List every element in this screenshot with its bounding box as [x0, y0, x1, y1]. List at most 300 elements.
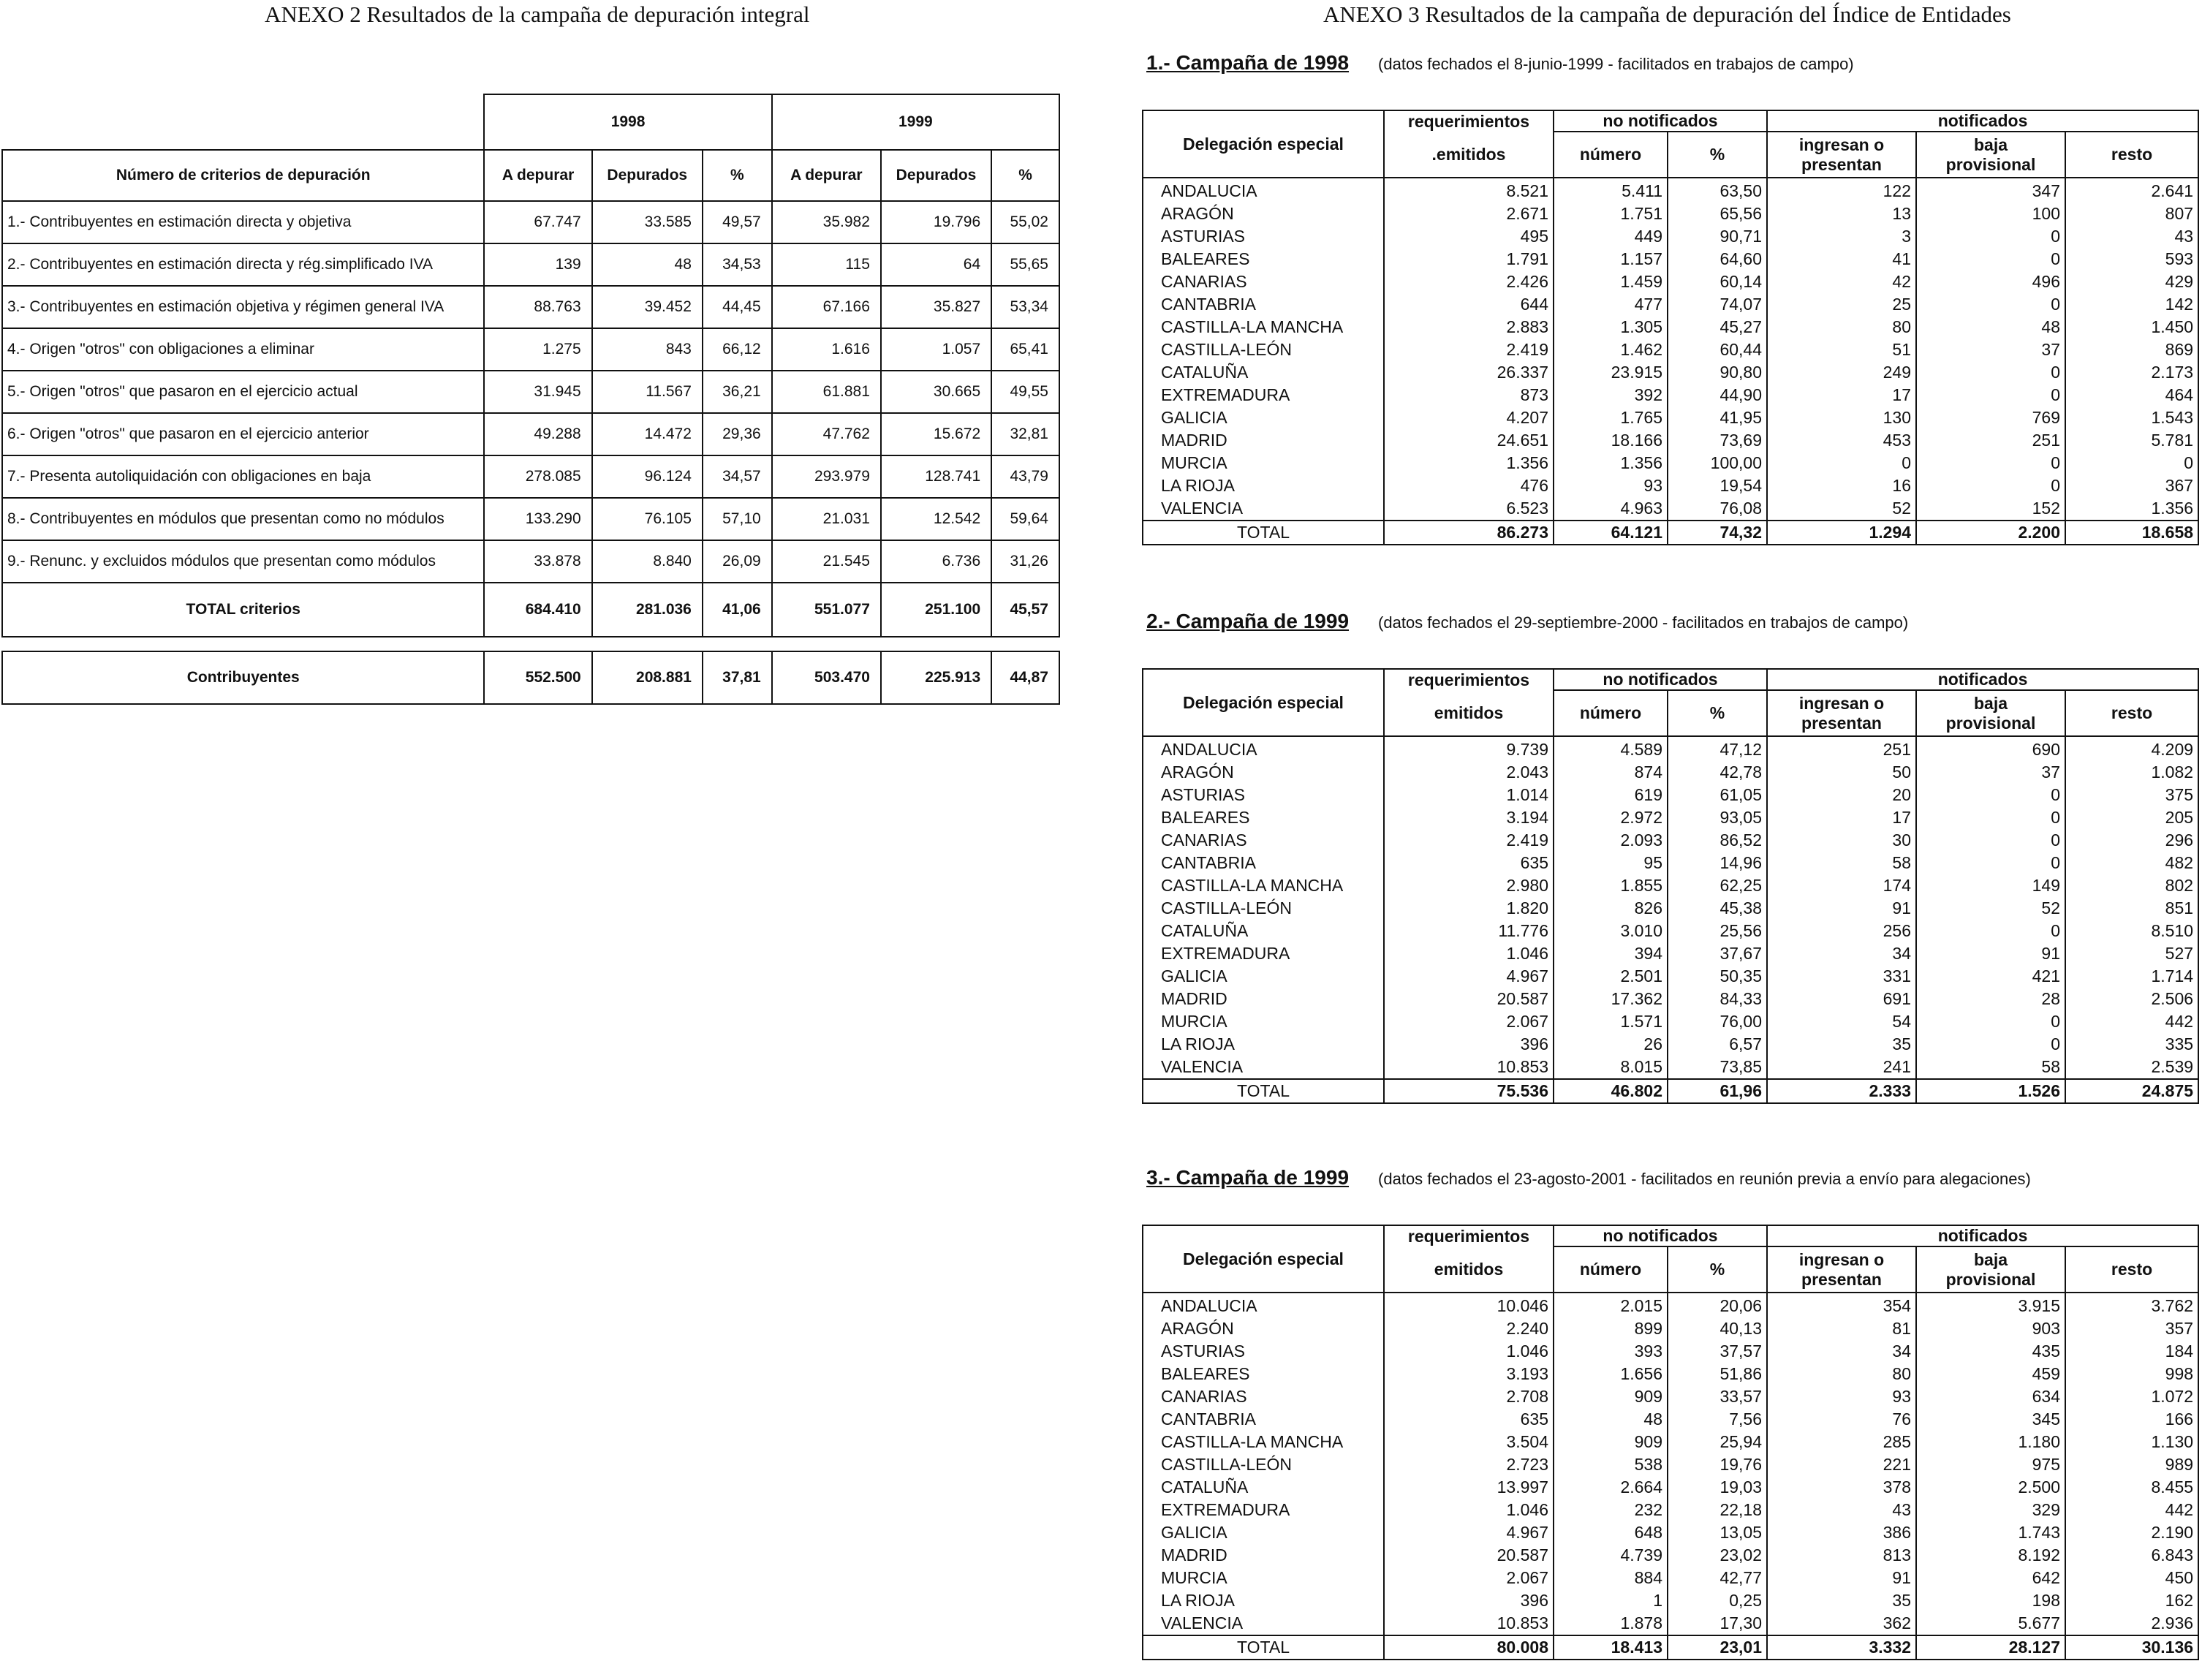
cell: 802	[2065, 874, 2198, 897]
pct-header: %	[1668, 690, 1767, 736]
cell: 88.763	[484, 286, 591, 328]
cell: 1.765	[1554, 406, 1668, 429]
cell: 31,26	[991, 540, 1059, 583]
cell: 33,57	[1668, 1385, 1767, 1408]
campaign-label: 2.- Campaña de 1999	[1146, 610, 1350, 632]
delegacion-row	[1143, 1340, 2198, 1363]
cell: 0	[1916, 293, 2065, 316]
delegacion-row	[1143, 1612, 2198, 1635]
cell: 378	[1767, 1476, 1916, 1499]
delegacion-row	[1143, 429, 2198, 452]
cell: 1	[1554, 1589, 1668, 1612]
cell: 495	[1384, 225, 1554, 248]
cell: 5.411	[1554, 178, 1668, 203]
cell: 0,25	[1668, 1589, 1767, 1612]
criterio-label: 3.- Contribuyentes en estimación objetiva y régimen general IVA	[2, 286, 484, 328]
campaign-label: 1.- Campaña de 1998	[1146, 51, 1350, 74]
cell: 335	[2065, 1033, 2198, 1056]
cell: 61,05	[1668, 784, 1767, 806]
cell: 909	[1554, 1431, 1668, 1453]
cell: 394	[1554, 942, 1668, 965]
numero-header: número	[1554, 132, 1668, 178]
cell: 43	[2065, 225, 2198, 248]
cell: 61.881	[772, 371, 881, 413]
cell: 0	[1916, 1010, 2065, 1033]
cell: 34,53	[703, 243, 772, 286]
cell: 6.843	[2065, 1544, 2198, 1567]
delegacion-name: MURCIA	[1143, 1010, 1384, 1033]
delegacion-name: MURCIA	[1143, 1567, 1384, 1589]
cell: 331	[1767, 965, 1916, 988]
cell: 396	[1384, 1589, 1554, 1612]
cell: 635	[1384, 1408, 1554, 1431]
cell: 76,08	[1668, 497, 1767, 521]
cell: 166	[2065, 1408, 2198, 1431]
cell: 429	[2065, 270, 2198, 293]
campaign-note: (datos fechados el 29-septiembre-2000 - facilitados en trabajos de campo)	[1378, 613, 1909, 632]
cell: 2.015	[1554, 1293, 1668, 1317]
delegacion-row	[1143, 1499, 2198, 1521]
cell: 3.193	[1384, 1363, 1554, 1385]
cell: 0	[1916, 225, 2065, 248]
cell: 60,14	[1668, 270, 1767, 293]
cell: 899	[1554, 1317, 1668, 1340]
delegacion-name: ARAGÓN	[1143, 203, 1384, 225]
criterio-label: 8.- Contribuyentes en módulos que presentan como no módulos	[2, 498, 484, 540]
delegacion-name: ASTURIAS	[1143, 784, 1384, 806]
notificados-header: notificados	[1767, 110, 2198, 132]
cell: 24.651	[1384, 429, 1554, 452]
cell: 26,09	[703, 540, 772, 583]
cell: 67.747	[484, 201, 591, 243]
cell: 1.751	[1554, 203, 1668, 225]
cell: 1.820	[1384, 897, 1554, 920]
requerimientos-header: requerimientos	[1384, 110, 1554, 132]
cell: 278.085	[484, 455, 591, 498]
cell: 2.506	[2065, 988, 2198, 1010]
delegacion-row	[1143, 384, 2198, 406]
delegacion-name: LA RIOJA	[1143, 474, 1384, 497]
cell: 453	[1767, 429, 1916, 452]
delegacion-name: CASTILLA-LA MANCHA	[1143, 874, 1384, 897]
cell: 65,56	[1668, 203, 1767, 225]
cell: 28	[1916, 988, 2065, 1010]
cell: 25,56	[1668, 920, 1767, 942]
delegacion-name: GALICIA	[1143, 1521, 1384, 1544]
cell: 1.275	[484, 328, 591, 371]
cell: 60,44	[1668, 338, 1767, 361]
cell: 2.173	[2065, 361, 2198, 384]
cell: 392	[1554, 384, 1668, 406]
cell: 3.762	[2065, 1293, 2198, 1317]
cell: 50	[1767, 761, 1916, 784]
cell: 3.194	[1384, 806, 1554, 829]
cell: 37,67	[1668, 942, 1767, 965]
delegacion-row	[1143, 361, 2198, 384]
column-header: A depurar	[772, 150, 881, 201]
anexo2-contribuyentes-table	[1, 651, 1060, 705]
cell: 1.855	[1554, 874, 1668, 897]
cell: 57,10	[703, 498, 772, 540]
column-header: Depurados	[592, 150, 703, 201]
cell: 20,06	[1668, 1293, 1767, 1317]
criterio-row	[2, 371, 1059, 413]
cell: 29,36	[703, 413, 772, 455]
cell: 47,12	[1668, 736, 1767, 761]
cell: 634	[1916, 1385, 2065, 1408]
cell: 3.915	[1916, 1293, 2065, 1317]
cell: 23,01	[1668, 1635, 1767, 1660]
delegacion-name: EXTREMADURA	[1143, 942, 1384, 965]
cell: 17	[1767, 806, 1916, 829]
cell: 142	[2065, 293, 2198, 316]
cell: 17	[1767, 384, 1916, 406]
cell: 251.100	[881, 583, 991, 637]
cell: 90,80	[1668, 361, 1767, 384]
cell: 91	[1767, 1567, 1916, 1589]
pct-header: %	[1668, 132, 1767, 178]
ingresan-line-2: presentan	[1801, 713, 1882, 733]
cell: 41	[1767, 248, 1916, 270]
delegacion-row	[1143, 293, 2198, 316]
cell: 1.046	[1384, 1499, 1554, 1521]
cell: 1.305	[1554, 316, 1668, 338]
cell: 9.739	[1384, 736, 1554, 761]
cell: 648	[1554, 1521, 1668, 1544]
criterio-label: 6.- Origen "otros" que pasaron en el ejercicio anterior	[2, 413, 484, 455]
cell: 3.010	[1554, 920, 1668, 942]
cell: 1.294	[1767, 521, 1916, 545]
cell: 496	[1916, 270, 2065, 293]
contribuyentes-label: Contribuyentes	[2, 651, 484, 704]
cell: 65,41	[991, 328, 1059, 371]
cell: 37,57	[1668, 1340, 1767, 1363]
cell: 281.036	[592, 583, 703, 637]
baja-header	[1916, 690, 2065, 736]
cell: 0	[1916, 1033, 2065, 1056]
cell: 76	[1767, 1408, 1916, 1431]
delegacion-row	[1143, 829, 2198, 852]
campaign-table	[1142, 1225, 2199, 1660]
baja-header	[1916, 1246, 2065, 1293]
delegacion-name: ANDALUCIA	[1143, 736, 1384, 761]
cell: 11.776	[1384, 920, 1554, 942]
delegacion-row	[1143, 761, 2198, 784]
baja-line-2: provisional	[1945, 713, 2036, 733]
cell: 1.462	[1554, 338, 1668, 361]
cell: 41,95	[1668, 406, 1767, 429]
emitidos-header: emitidos	[1384, 1246, 1554, 1293]
cell: 19,54	[1668, 474, 1767, 497]
cell: 28.127	[1916, 1635, 2065, 1660]
delegacion-row	[1143, 225, 2198, 248]
cell: 1.046	[1384, 942, 1554, 965]
cell: 53,34	[991, 286, 1059, 328]
delegacion-name: BALEARES	[1143, 1363, 1384, 1385]
delegacion-row	[1143, 1476, 2198, 1499]
cell: 80	[1767, 316, 1916, 338]
delegacion-row	[1143, 406, 2198, 429]
cell: 52	[1916, 897, 2065, 920]
delegacion-name: GALICIA	[1143, 406, 1384, 429]
cell: 1.526	[1916, 1079, 2065, 1103]
delegacion-header: Delegación especial	[1143, 1225, 1384, 1293]
delegacion-row	[1143, 852, 2198, 874]
cell: 329	[1916, 1499, 2065, 1521]
ingresan-line-1: ingresan o	[1798, 1249, 1885, 1269]
cell: 16	[1767, 474, 1916, 497]
cell: 45,57	[991, 583, 1059, 637]
cell: 4.589	[1554, 736, 1668, 761]
cell: 20.587	[1384, 988, 1554, 1010]
baja-line-1: baja	[1974, 135, 2008, 154]
cell: 7,56	[1668, 1408, 1767, 1431]
cell: 33.878	[484, 540, 591, 583]
delegacion-name: EXTREMADURA	[1143, 1499, 1384, 1521]
delegacion-name: ASTURIAS	[1143, 225, 1384, 248]
cell: 61,96	[1668, 1079, 1767, 1103]
cell: 34	[1767, 1340, 1916, 1363]
delegacion-name: GALICIA	[1143, 965, 1384, 988]
delegacion-row	[1143, 1521, 2198, 1544]
cell: 0	[1916, 829, 2065, 852]
cell: 55,02	[991, 201, 1059, 243]
cell: 527	[2065, 942, 2198, 965]
cell: 44,90	[1668, 384, 1767, 406]
cell: 593	[2065, 248, 2198, 270]
cell: 18.166	[1554, 429, 1668, 452]
cell: 2.333	[1767, 1079, 1916, 1103]
cell: 4.963	[1554, 497, 1668, 521]
cell: 552.500	[484, 651, 591, 704]
cell: 45,27	[1668, 316, 1767, 338]
contribuyentes-row	[2, 651, 1059, 704]
cell: 35.982	[772, 201, 881, 243]
delegacion-row	[1143, 338, 2198, 361]
pct-header: %	[1668, 1246, 1767, 1293]
cell: 49,57	[703, 201, 772, 243]
total-row	[1143, 521, 2198, 545]
cell: 5.781	[2065, 429, 2198, 452]
cell: 476	[1384, 474, 1554, 497]
cell: 221	[1767, 1453, 1916, 1476]
delegacion-name: CANARIAS	[1143, 829, 1384, 852]
delegacion-name: BALEARES	[1143, 806, 1384, 829]
cell: 1.543	[2065, 406, 2198, 429]
cell: 35	[1767, 1589, 1916, 1612]
cell: 66,12	[703, 328, 772, 371]
cell: 8.015	[1554, 1056, 1668, 1079]
cell: 249	[1767, 361, 1916, 384]
numero-header: número	[1554, 1246, 1668, 1293]
campaign-table	[1142, 668, 2199, 1104]
delegacion-name: MADRID	[1143, 988, 1384, 1010]
cell: 30.136	[2065, 1635, 2198, 1660]
cell: 35.827	[881, 286, 991, 328]
ingresan-header	[1767, 690, 1916, 736]
cell: 39.452	[592, 286, 703, 328]
cell: 13,05	[1668, 1521, 1767, 1544]
cell: 34	[1767, 942, 1916, 965]
delegacion-row	[1143, 474, 2198, 497]
cell: 58	[1916, 1056, 2065, 1079]
cell: 2.980	[1384, 874, 1554, 897]
cell: 51,86	[1668, 1363, 1767, 1385]
cell: 34,57	[703, 455, 772, 498]
delegacion-name: CATALUÑA	[1143, 920, 1384, 942]
ingresan-line-2: presentan	[1801, 1269, 1882, 1289]
cell: 769	[1916, 406, 2065, 429]
cell: 152	[1916, 497, 2065, 521]
cell: 241	[1767, 1056, 1916, 1079]
delegacion-name: VALENCIA	[1143, 497, 1384, 521]
delegacion-row	[1143, 1431, 2198, 1453]
delegacion-row	[1143, 965, 2198, 988]
cell: 90,71	[1668, 225, 1767, 248]
cell: 42,78	[1668, 761, 1767, 784]
cell: 0	[1916, 806, 2065, 829]
column-header: %	[991, 150, 1059, 201]
delegacion-name: CASTILLA-LA MANCHA	[1143, 316, 1384, 338]
cell: 2.708	[1384, 1385, 1554, 1408]
delegacion-row	[1143, 1385, 2198, 1408]
cell: 386	[1767, 1521, 1916, 1544]
delegacion-row	[1143, 806, 2198, 829]
notificados-header: notificados	[1767, 669, 2198, 690]
cell: 35	[1767, 1033, 1916, 1056]
column-header: Depurados	[881, 150, 991, 201]
delegacion-row	[1143, 874, 2198, 897]
cell: 909	[1554, 1385, 1668, 1408]
delegacion-row	[1143, 897, 2198, 920]
cell: 50,35	[1668, 965, 1767, 988]
cell: 1.057	[881, 328, 991, 371]
cell: 17,30	[1668, 1612, 1767, 1635]
cell: 59,64	[991, 498, 1059, 540]
cell: 10.046	[1384, 1293, 1554, 1317]
delegacion-row	[1143, 942, 2198, 965]
cell: 174	[1767, 874, 1916, 897]
cell: 14.472	[592, 413, 703, 455]
cell: 17.362	[1554, 988, 1668, 1010]
delegacion-row	[1143, 270, 2198, 293]
delegacion-name: CATALUÑA	[1143, 361, 1384, 384]
cell: 63,50	[1668, 178, 1767, 203]
cell: 903	[1916, 1317, 2065, 1340]
cell: 2.501	[1554, 965, 1668, 988]
cell: 1.459	[1554, 270, 1668, 293]
cell: 1.356	[2065, 497, 2198, 521]
anexo2-year-header-row	[2, 94, 1059, 150]
cell: 642	[1916, 1567, 2065, 1589]
cell: 251	[1767, 736, 1916, 761]
cell: 20.587	[1384, 1544, 1554, 1567]
cell: 2.539	[2065, 1056, 2198, 1079]
cell: 1.014	[1384, 784, 1554, 806]
campaign-label: 3.- Campaña de 1999	[1146, 1166, 1350, 1189]
cell: 80	[1767, 1363, 1916, 1385]
cell: 6,57	[1668, 1033, 1767, 1056]
emitidos-header: .emitidos	[1384, 132, 1554, 178]
cell: 49.288	[484, 413, 591, 455]
criterio-label: 7.- Presenta autoliquidación con obligaciones en baja	[2, 455, 484, 498]
delegacion-name: CANARIAS	[1143, 1385, 1384, 1408]
cell: 2.883	[1384, 316, 1554, 338]
cell: 2.240	[1384, 1317, 1554, 1340]
cell: 347	[1916, 178, 2065, 203]
total-row	[1143, 1635, 2198, 1660]
cell: 1.082	[2065, 761, 2198, 784]
cell: 459	[1916, 1363, 2065, 1385]
cell: 100	[1916, 203, 2065, 225]
cell: 8.840	[592, 540, 703, 583]
total-criterios-label: TOTAL criterios	[2, 583, 484, 637]
delegacion-row	[1143, 497, 2198, 521]
anexo2-title: ANEXO 2 Resultados de la campaña de depuración integral	[265, 1, 810, 27]
cell: 2.190	[2065, 1521, 2198, 1544]
cell: 998	[2065, 1363, 2198, 1385]
delegacion-name: LA RIOJA	[1143, 1033, 1384, 1056]
total-label: TOTAL	[1143, 521, 1384, 545]
cell: 19,03	[1668, 1476, 1767, 1499]
cell: 162	[2065, 1589, 2198, 1612]
cell: 21.545	[772, 540, 881, 583]
cell: 37	[1916, 761, 2065, 784]
cell: 44,45	[703, 286, 772, 328]
delegacion-name: ASTURIAS	[1143, 1340, 1384, 1363]
cell: 20	[1767, 784, 1916, 806]
anexo2-criteria-table	[1, 94, 1060, 637]
criterio-row	[2, 328, 1059, 371]
delegacion-name: CATALUÑA	[1143, 1476, 1384, 1499]
cell: 2.641	[2065, 178, 2198, 203]
cell: 367	[2065, 474, 2198, 497]
cell: 91	[1767, 897, 1916, 920]
cell: 8.521	[1384, 178, 1554, 203]
cell: 41,06	[703, 583, 772, 637]
cell: 32,81	[991, 413, 1059, 455]
cell: 4.739	[1554, 1544, 1668, 1567]
ingresan-line-1: ingresan o	[1798, 693, 1885, 713]
cell: 884	[1554, 1567, 1668, 1589]
cell: 64,60	[1668, 248, 1767, 270]
requerimientos-header: requerimientos	[1384, 1225, 1554, 1246]
cell: 1.743	[1916, 1521, 2065, 1544]
no-notificados-header: no notificados	[1554, 110, 1767, 132]
cell: 851	[2065, 897, 2198, 920]
delegacion-name: CASTILLA-LEÓN	[1143, 1453, 1384, 1476]
cell: 2.500	[1916, 1476, 2065, 1499]
cell: 30.665	[881, 371, 991, 413]
cell: 14,96	[1668, 852, 1767, 874]
delegacion-name: LA RIOJA	[1143, 1589, 1384, 1612]
delegacion-name: ARAGÓN	[1143, 761, 1384, 784]
total-label: TOTAL	[1143, 1079, 1384, 1103]
cell: 44,87	[991, 651, 1059, 704]
cell: 10.853	[1384, 1056, 1554, 1079]
delegacion-row	[1143, 736, 2198, 761]
cell: 393	[1554, 1340, 1668, 1363]
delegacion-name: EXTREMADURA	[1143, 384, 1384, 406]
delegacion-name: CANTABRIA	[1143, 852, 1384, 874]
cell: 296	[2065, 829, 2198, 852]
cell: 2.972	[1554, 806, 1668, 829]
cell: 3.504	[1384, 1431, 1554, 1453]
delegacion-row	[1143, 1567, 2198, 1589]
anexo2-column-header-row	[2, 150, 1059, 201]
cell: 23.915	[1554, 361, 1668, 384]
cell: 2.419	[1384, 338, 1554, 361]
